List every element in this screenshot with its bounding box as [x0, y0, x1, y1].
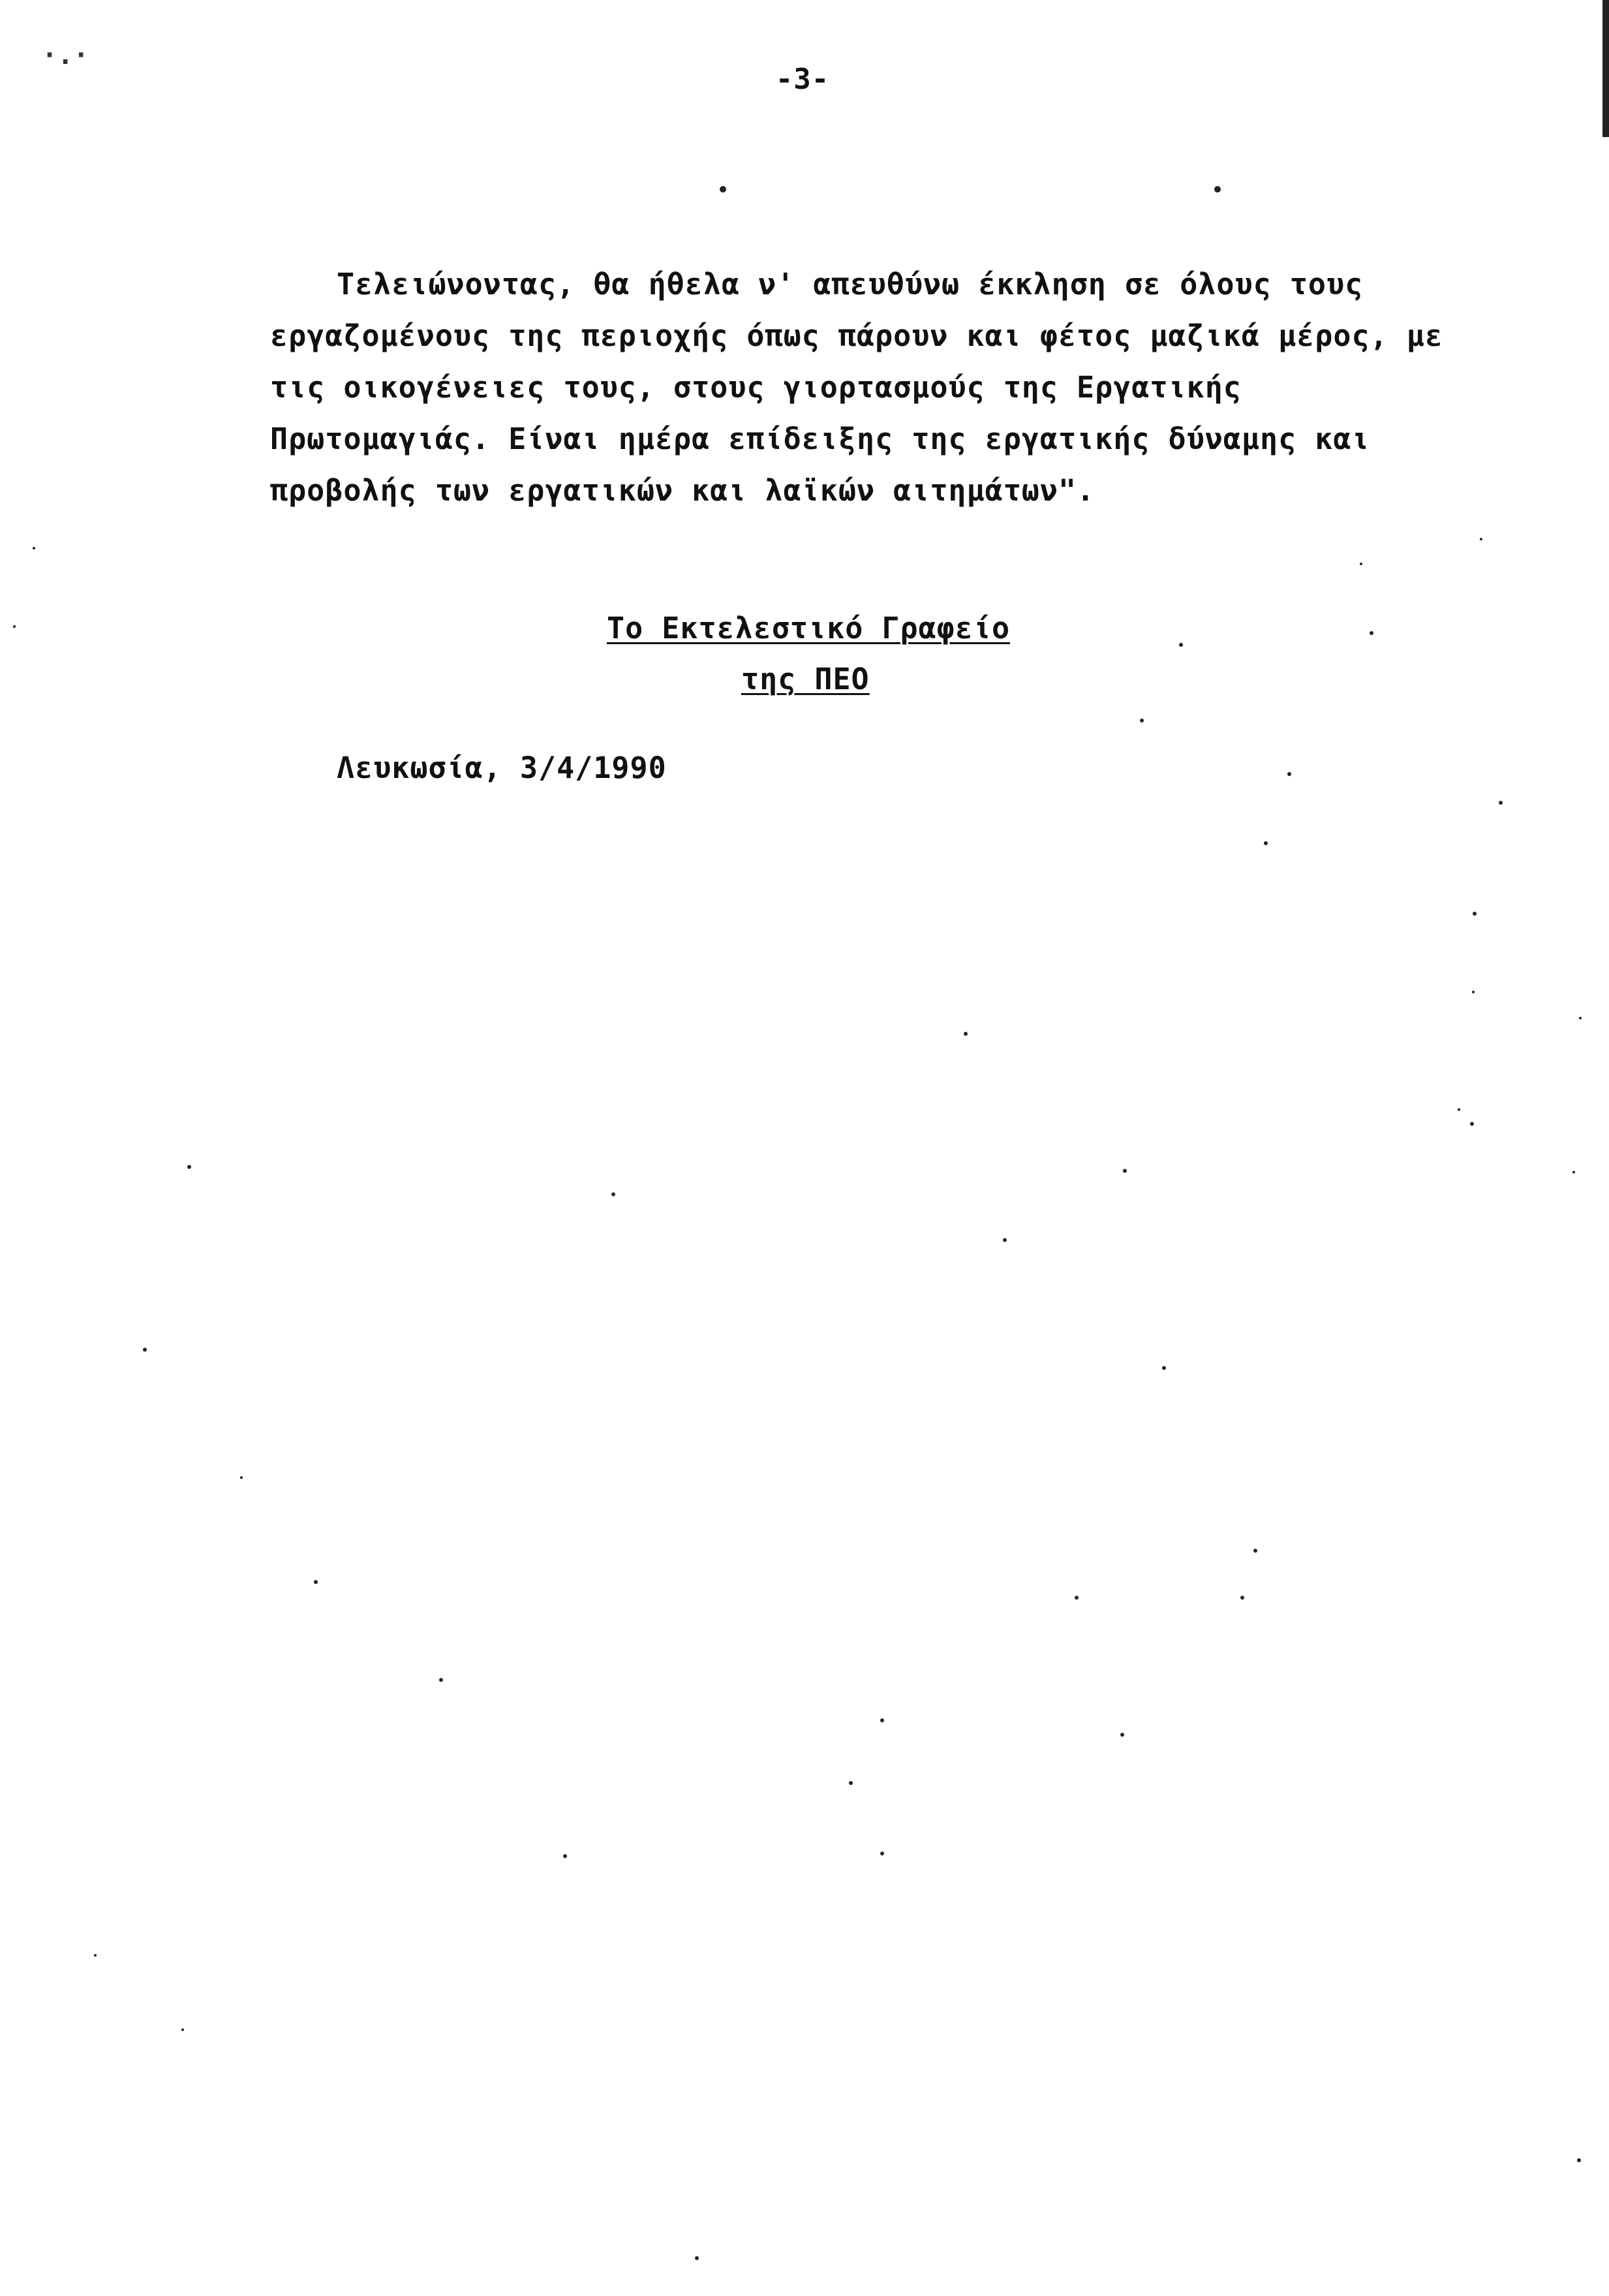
- body-line: Πρωτομαγιάς. Είναι ημέρα επίδειξης της εργατικής δύναμης και: [270, 422, 1370, 456]
- page-number: -3-: [775, 63, 830, 96]
- body-line: τις οικογένειες τους, στους γιορτασμούς της Εργατικής: [270, 370, 1242, 405]
- signature-line-office: Το Εκτελεστικό Γραφείο: [607, 611, 1011, 645]
- body-line: Τελειώνοντας, θα ήθελα ν' απευθύνω έκκληση σε όλους τους: [337, 267, 1364, 302]
- scan-edge-mark: [1602, 0, 1609, 137]
- body-line: εργαζομένους της περιοχής όπως πάρουν και φέτος μαζικά μέρος, με: [270, 318, 1443, 353]
- signature-block: [607, 603, 1064, 705]
- signature-line-org: της ΠΕΟ: [741, 662, 870, 696]
- body-paragraph: [270, 258, 1443, 516]
- scan-corner-mark: ·.·: [42, 40, 89, 70]
- body-line: προβολής των εργατικών και λαϊκών αιτημάτων".: [270, 473, 1096, 508]
- document-date: Λευκωσία, 3/4/1990: [337, 751, 667, 785]
